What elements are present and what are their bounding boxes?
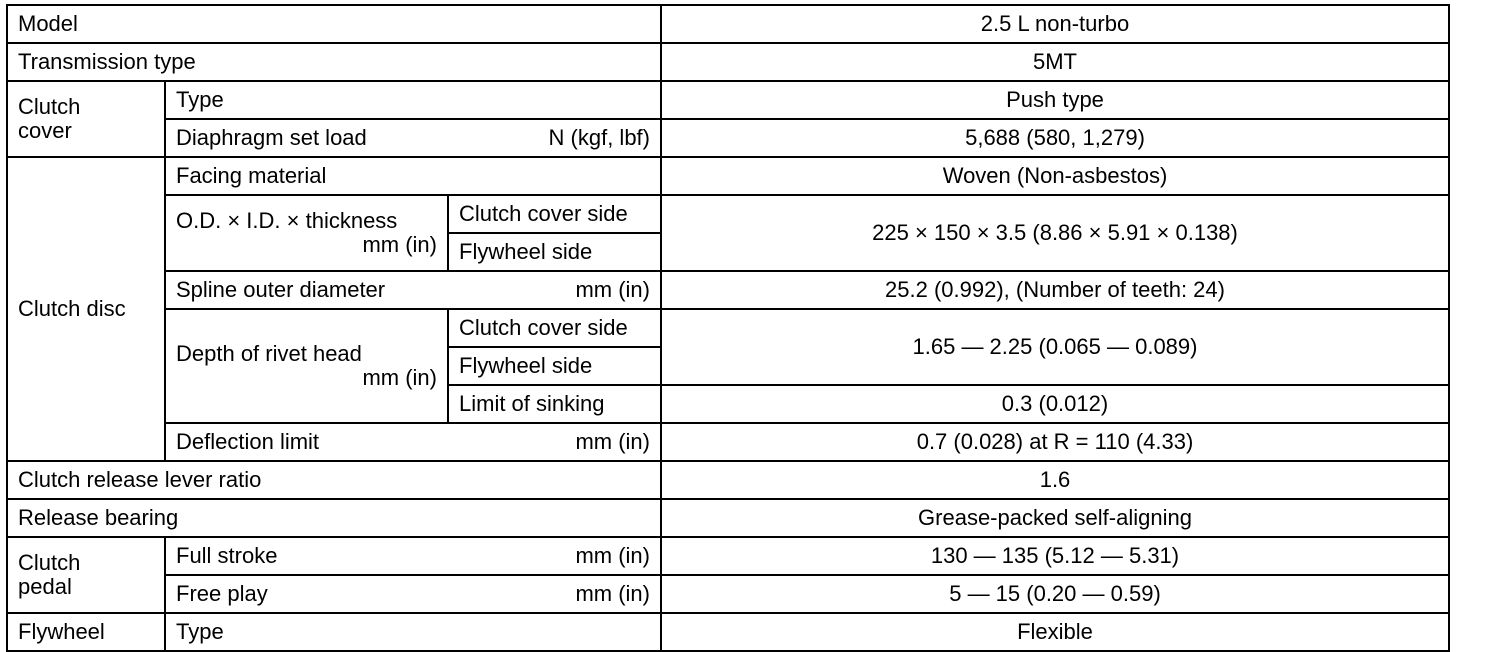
table-row bbox=[7, 157, 1449, 195]
rivet-value: 1.65 — 2.25 (0.065 — 0.089) bbox=[661, 309, 1449, 385]
transmission-label: Transmission type bbox=[7, 43, 661, 81]
table-row bbox=[7, 423, 1449, 461]
rivet-cover-side: Clutch cover side bbox=[448, 309, 661, 347]
cover-type-value: Push type bbox=[661, 81, 1449, 119]
full-stroke-cell bbox=[165, 537, 661, 575]
free-play-value: 5 — 15 (0.20 — 0.59) bbox=[661, 575, 1449, 613]
diaphragm-value: 5,688 (580, 1,279) bbox=[661, 119, 1449, 157]
flywheel-type-value: Flexible bbox=[661, 613, 1449, 651]
free-play-cell bbox=[165, 575, 661, 613]
spline-unit: mm (in) bbox=[575, 276, 650, 302]
full-stroke-unit: mm (in) bbox=[575, 542, 650, 568]
spline-value: 25.2 (0.992), (Number of teeth: 24) bbox=[661, 271, 1449, 309]
diaphragm-cell bbox=[165, 119, 661, 157]
clutch-pedal-label-line1: Clutch bbox=[18, 549, 81, 575]
rivet-limit-label: Limit of sinking bbox=[448, 385, 661, 423]
diaphragm-unit: N (kgf, lbf) bbox=[548, 124, 650, 150]
table-row bbox=[7, 309, 1449, 347]
table-row bbox=[7, 575, 1449, 613]
clutch-pedal-label bbox=[7, 537, 165, 613]
spline-cell bbox=[165, 271, 661, 309]
clutch-cover-label bbox=[7, 81, 165, 157]
flywheel-label: Flywheel bbox=[7, 613, 165, 651]
dimensions-value: 225 × 150 × 3.5 (8.86 × 5.91 × 0.138) bbox=[661, 195, 1449, 271]
deflection-label: Deflection limit bbox=[176, 428, 320, 454]
full-stroke-value: 130 — 135 (5.12 — 5.31) bbox=[661, 537, 1449, 575]
table-row bbox=[7, 613, 1449, 651]
clutch-pedal-label-line2: pedal bbox=[18, 574, 72, 599]
deflection-value: 0.7 (0.028) at R = 110 (4.33) bbox=[661, 423, 1449, 461]
clutch-spec-table bbox=[6, 4, 1450, 652]
release-lever-label: Clutch release lever ratio bbox=[7, 461, 661, 499]
table-row bbox=[7, 119, 1449, 157]
full-stroke-label: Full stroke bbox=[176, 542, 278, 568]
table-row bbox=[7, 271, 1449, 309]
rivet-label-cell bbox=[165, 309, 448, 423]
spline-label: Spline outer diameter bbox=[176, 276, 386, 302]
facing-value: Woven (Non-asbestos) bbox=[661, 157, 1449, 195]
release-bearing-value: Grease-packed self-aligning bbox=[661, 499, 1449, 537]
table-row bbox=[7, 461, 1449, 499]
model-value: 2.5 L non-turbo bbox=[661, 5, 1449, 43]
dimensions-label: O.D. × I.D. × thickness bbox=[176, 207, 398, 233]
table-row bbox=[7, 499, 1449, 537]
free-play-label: Free play bbox=[176, 580, 268, 606]
dimensions-flywheel-side: Flywheel side bbox=[448, 233, 661, 271]
dimensions-label-cell bbox=[165, 195, 448, 271]
flywheel-type-label: Type bbox=[165, 613, 661, 651]
rivet-label: Depth of rivet head bbox=[176, 340, 362, 366]
clutch-cover-label-line1: Clutch bbox=[18, 93, 81, 119]
deflection-unit: mm (in) bbox=[575, 428, 650, 454]
rivet-limit-value: 0.3 (0.012) bbox=[661, 385, 1449, 423]
clutch-cover-label-line2: cover bbox=[18, 118, 72, 143]
dimensions-unit: mm (in) bbox=[362, 232, 437, 257]
cover-type-label: Type bbox=[165, 81, 661, 119]
table-row bbox=[7, 81, 1449, 119]
release-bearing-label: Release bearing bbox=[7, 499, 661, 537]
rivet-unit: mm (in) bbox=[362, 365, 437, 390]
deflection-cell bbox=[165, 423, 661, 461]
table-row bbox=[7, 43, 1449, 81]
diaphragm-label: Diaphragm set load bbox=[176, 124, 367, 150]
transmission-value: 5MT bbox=[661, 43, 1449, 81]
facing-label: Facing material bbox=[165, 157, 661, 195]
model-label: Model bbox=[7, 5, 661, 43]
rivet-flywheel-side: Flywheel side bbox=[448, 347, 661, 385]
table-row bbox=[7, 537, 1449, 575]
free-play-unit: mm (in) bbox=[575, 580, 650, 606]
dimensions-cover-side: Clutch cover side bbox=[448, 195, 661, 233]
table-row bbox=[7, 195, 1449, 233]
table-row bbox=[7, 5, 1449, 43]
clutch-disc-label: Clutch disc bbox=[7, 157, 165, 461]
release-lever-value: 1.6 bbox=[661, 461, 1449, 499]
